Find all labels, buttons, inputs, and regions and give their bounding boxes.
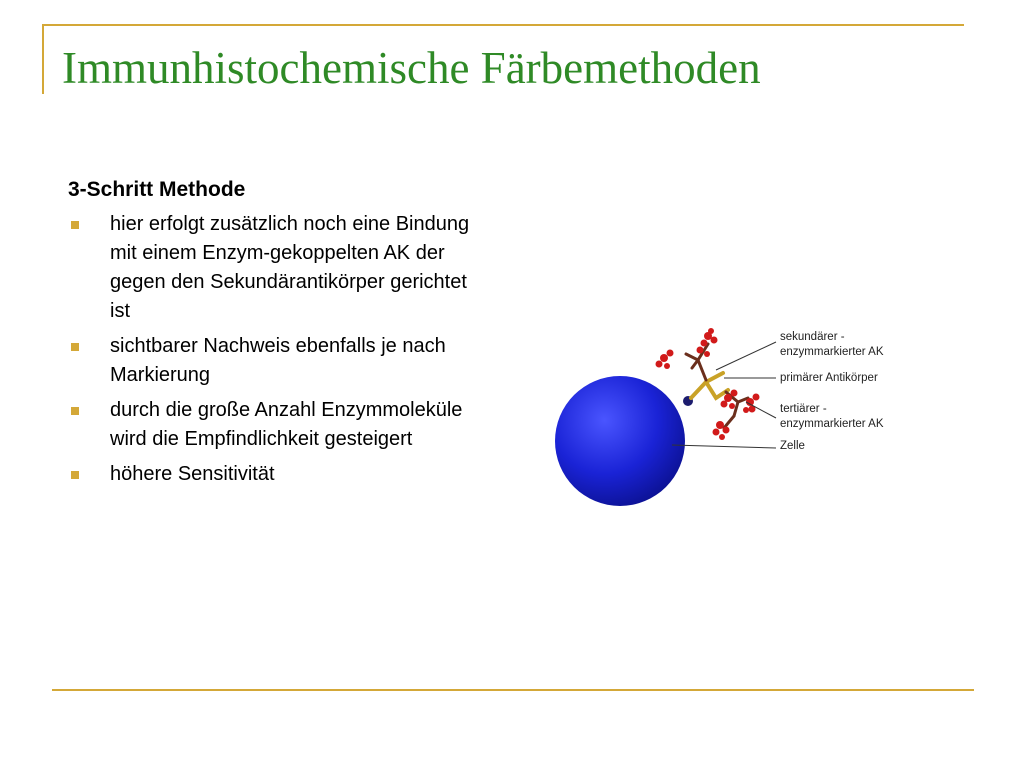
bullet-text: höhere Sensitivität	[110, 463, 275, 485]
bullet-item	[68, 210, 488, 326]
enzyme-cluster-upper	[697, 328, 718, 357]
label-cell: Zelle	[780, 440, 805, 452]
enzyme-cluster-left	[656, 350, 674, 370]
bullet-item	[68, 460, 488, 489]
bottom-rule	[52, 689, 974, 691]
top-rule	[42, 24, 964, 26]
left-rule	[42, 24, 44, 94]
bullet-item	[68, 396, 488, 454]
bullet-text: durch die große Anzahl Enzymmoleküle wird die Empfindlichkeit gesteigert	[110, 399, 463, 450]
bullet-list	[68, 210, 488, 489]
bullet-text: hier erfolgt zusätzlich noch eine Bindung mit einem Enzym-gekoppelten AK der gegen den Sekundärantikörper gerichtet ist	[110, 213, 470, 322]
label-secondary-line1: sekundärer -	[780, 331, 845, 343]
square-bullet-icon	[71, 221, 79, 229]
slide-title: Immunhistochemische Färbemethoden	[62, 43, 761, 93]
primary-antibody-shape	[691, 373, 728, 398]
label-primary: primärer Antikörper	[780, 372, 878, 384]
label-tertiary-line2: enzymmarkierter AK	[780, 418, 884, 430]
label-secondary-line2: enzymmarkierter AK	[780, 346, 884, 358]
section-heading: 3-Schritt Methode	[68, 178, 246, 201]
square-bullet-icon	[71, 343, 79, 351]
cell-sphere	[555, 376, 685, 506]
square-bullet-icon	[71, 471, 79, 479]
bullet-text: sichtbarer Nachweis ebenfalls je nach Markierung	[110, 335, 446, 386]
bullet-item	[68, 332, 488, 390]
label-tertiary-line1: tertiärer -	[780, 403, 827, 415]
slide-content	[68, 176, 488, 495]
antibody-diagram-svg	[548, 318, 918, 528]
antibody-diagram	[548, 318, 918, 528]
square-bullet-icon	[71, 407, 79, 415]
